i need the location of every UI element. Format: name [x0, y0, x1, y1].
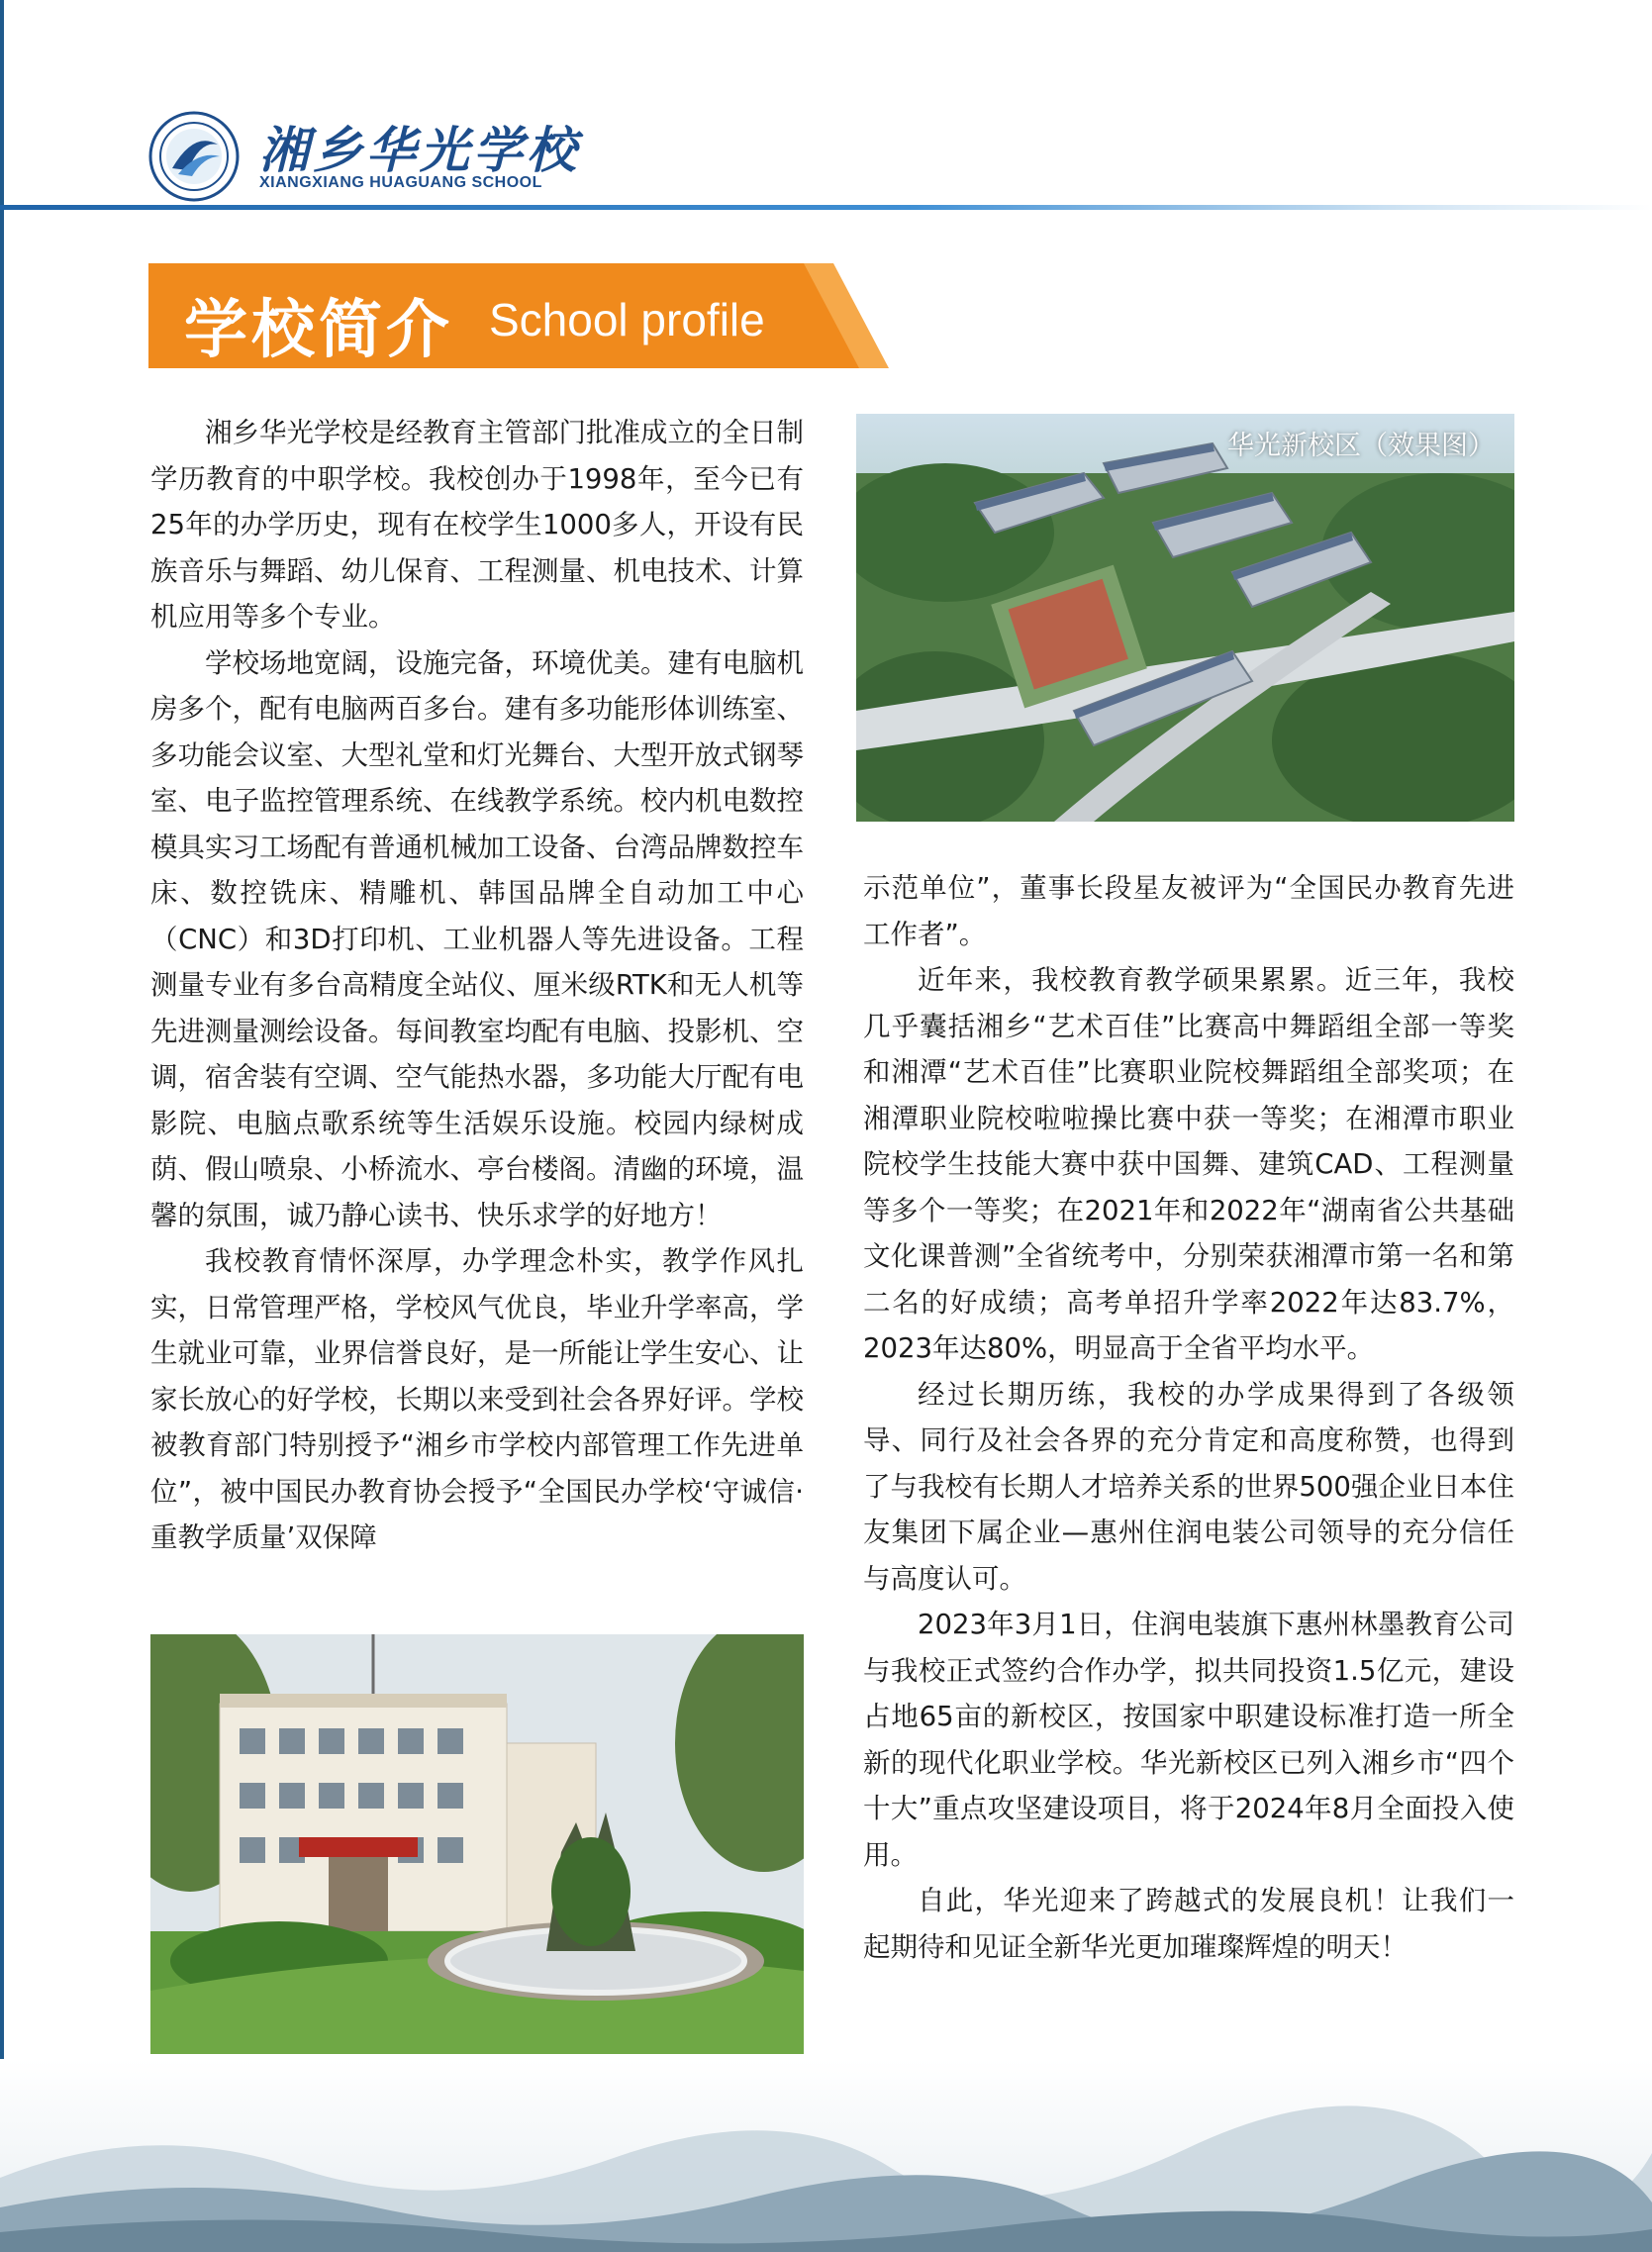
new-campus-illustration [856, 414, 1514, 822]
article-left-column [150, 410, 804, 1561]
school-seal-icon [148, 111, 240, 202]
article-paragraph: 2023年3月1日，住润电装旗下惠州林墨教育公司与我校正式签约合作办学，拟共同投资1.5亿元，建设占地65亩的新校区，按国家中职建设标准打造一所全新的现代化职业学校。华光新校区已列入湘乡市“四个十大”重点攻坚建设项目，将于2024年8月全面投入使用。 [863, 1609, 1514, 1871]
article-paragraph: 近年来，我校教育教学硕果累累。近三年，我校几乎囊括湘乡“艺术百佳”比赛高中舞蹈组全部一等奖和湘潭“艺术百佳”比赛职业院校舞蹈组全部奖项；在湘潭职业院校啦啦操比赛中获一等奖；在湘潭市职业院校学生技能大赛中获中国舞、建筑CAD、工程测量等多个一等奖；在2021年和2022年“湖南省公共基础文化课普测”全省统考中，分别荣获湘潭市第一名和第二名的好成绩；高考单招升学率2022年达83.7%，2023年达80%，明显高于全省平均水平。 [863, 964, 1514, 1364]
article-paragraph: 示范单位”，董事长段星友被评为“全国民办教育先进工作者”。 [863, 872, 1514, 950]
office-building-illustration [150, 1634, 804, 2054]
photo-caption: 华光新校区（效果图） [1227, 431, 1495, 461]
footer-mountains [0, 2059, 1652, 2252]
school-name-en: XIANGXIANG HUAGUANG SCHOOL [259, 174, 542, 191]
section-title-banner [148, 263, 889, 368]
article-right-column [863, 865, 1514, 1970]
article-paragraph: 经过长期历练，我校的办学成果得到了各级领导、同行及社会各界的充分肯定和高度称赞，也得到了与我校有长期人才培养关系的世界500强企业日本住友集团下属企业—惠州住润电装公司领导的充分信任与高度认可。 [863, 1378, 1514, 1595]
new-campus-photo [856, 414, 1514, 822]
school-name-cn: 湘乡华光学校 [259, 121, 580, 179]
article-paragraph: 湘乡华光学校是经教育主管部门批准成立的全日制学历教育的中职学校。我校创办于1998年，至今已有25年的办学历史，现有在校学生1000多人，开设有民族音乐与舞蹈、幼儿保育、工程测量、机电技术、计算机应用等多个专业。 [150, 417, 804, 633]
section-title-en: School profile [489, 294, 765, 345]
article-paragraph: 学校场地宽阔，设施完备，环境优美。建有电脑机房多个，配有电脑两百多台。建有多功能形体训练室、多功能会议室、大型礼堂和灯光舞台、大型开放式钢琴室、电子监控管理系统、在线教学系统。校内机电数控模具实习工场配有普通机械加工设备、台湾品牌数控车床、数控铣床、精雕机、韩国品牌全自动加工中心（CNC）和3D打印机、工业机器人等先进设备。工程测量专业有多台高精度全站仪、厘米级RTK和无人机等先进测量测绘设备。每间教室均配有电脑、投影机、空调，宿舍装有空调、空气能热水器，多功能大厅配有电影院、电脑点歌系统等生活娱乐设施。校园内绿树成荫、假山喷泉、小桥流水、亭台楼阁。清幽的环境，温馨的氛围，诚乃静心读书、快乐求学的好地方！ [150, 646, 804, 1231]
article-paragraph: 我校教育情怀深厚，办学理念朴实，教学作风扎实，日常管理严格，学校风气优良，毕业升学率高，学生就业可靠，业界信誉良好，是一所能让学生安心、让家长放心的好学校，长期以来受到社会各界好评。学校被教育部门特别授予“湘乡市学校内部管理工作先进单位”，被中国民办教育协会授予“全国民办学校‘守诚信·重教学质量’双保障 [150, 1245, 804, 1553]
office-building-photo [150, 1634, 804, 2054]
article-paragraph: 自此，华光迎来了跨越式的发展良机！让我们一起期待和见证全新华光更加璀璨辉煌的明天！ [863, 1885, 1514, 1963]
page-left-edge [0, 0, 4, 2252]
section-title-cn: 学校简介 [184, 294, 453, 367]
page-header [0, 0, 1652, 213]
header-divider [0, 205, 1652, 210]
